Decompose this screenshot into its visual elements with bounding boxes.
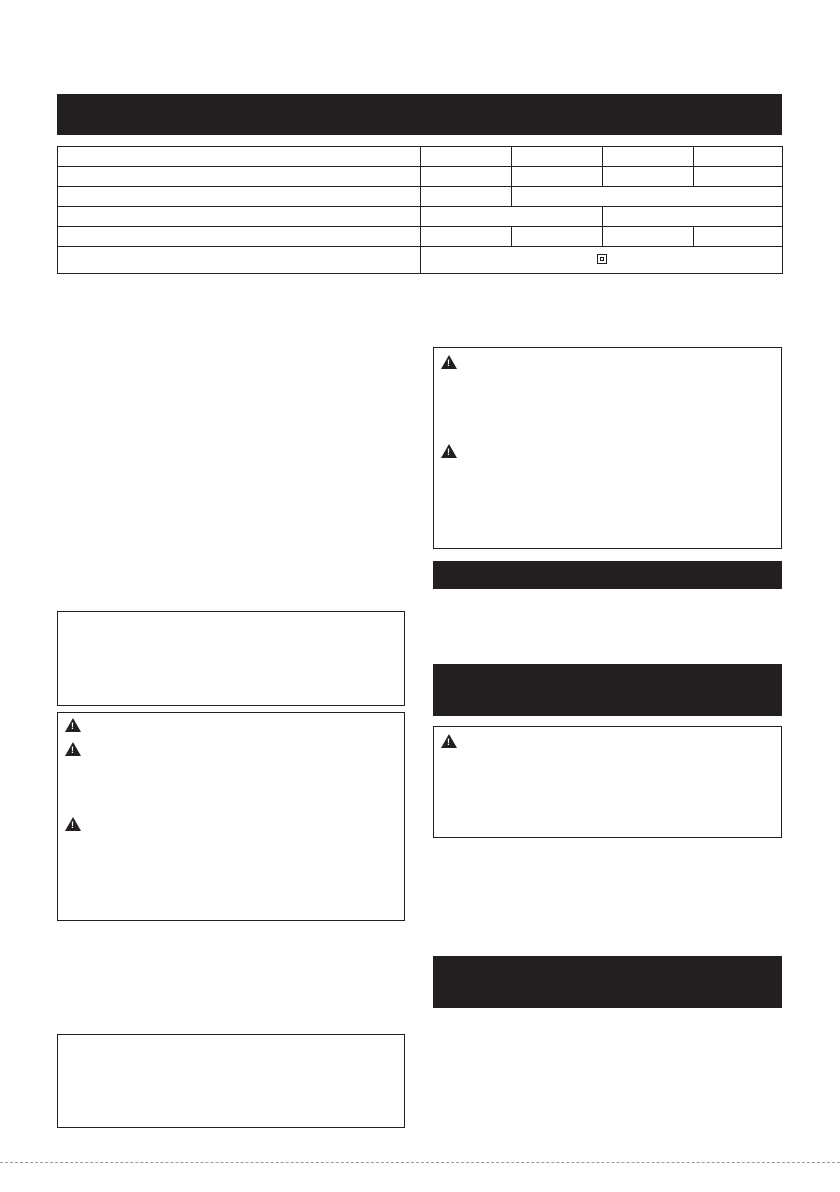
table-cell [694,147,783,167]
class-ii-double-insulation-icon [597,254,607,264]
page-crop-line [0,1162,840,1163]
table-cell [603,207,783,227]
warning-triangle-icon [441,734,457,748]
table-cell [512,167,603,187]
section-heading-bar [433,664,782,716]
warning-triangle-icon [441,355,457,369]
table-cell-label [58,247,421,274]
table-cell [512,187,783,207]
table-cell-label [58,207,421,227]
table-cell [603,167,694,187]
warning-triangle-icon [65,817,81,831]
table-cell-label [58,167,421,187]
warning-triangle-icon [65,742,81,756]
table-cell [603,227,694,247]
table-cell-label [58,227,421,247]
table-cell [421,207,603,227]
table-cell [512,227,603,247]
table-cell [512,147,603,167]
note-box [57,1034,405,1128]
table-row [58,207,783,227]
warning-triangle-icon [441,444,457,458]
table-row [58,187,783,207]
table-cell [421,167,512,187]
table-row [58,167,783,187]
note-box [57,611,405,706]
warning-triangle-icon [65,718,81,732]
section-heading-bar [433,956,782,1008]
warning-box [433,726,782,838]
section-heading-bar [57,94,782,135]
table-row [58,147,783,167]
specification-table [57,146,783,274]
table-row [58,227,783,247]
table-cell [421,187,512,207]
table-cell [421,227,512,247]
subsection-heading-bar [433,561,782,589]
warning-box [57,712,405,921]
table-cell-label [58,187,421,207]
warning-box [433,347,782,549]
table-cell-label [58,147,421,167]
table-cell-insulation [421,247,783,274]
table-row [58,247,783,274]
table-cell [694,167,783,187]
table-cell [421,147,512,167]
table-cell [694,227,783,247]
table-cell [603,147,694,167]
